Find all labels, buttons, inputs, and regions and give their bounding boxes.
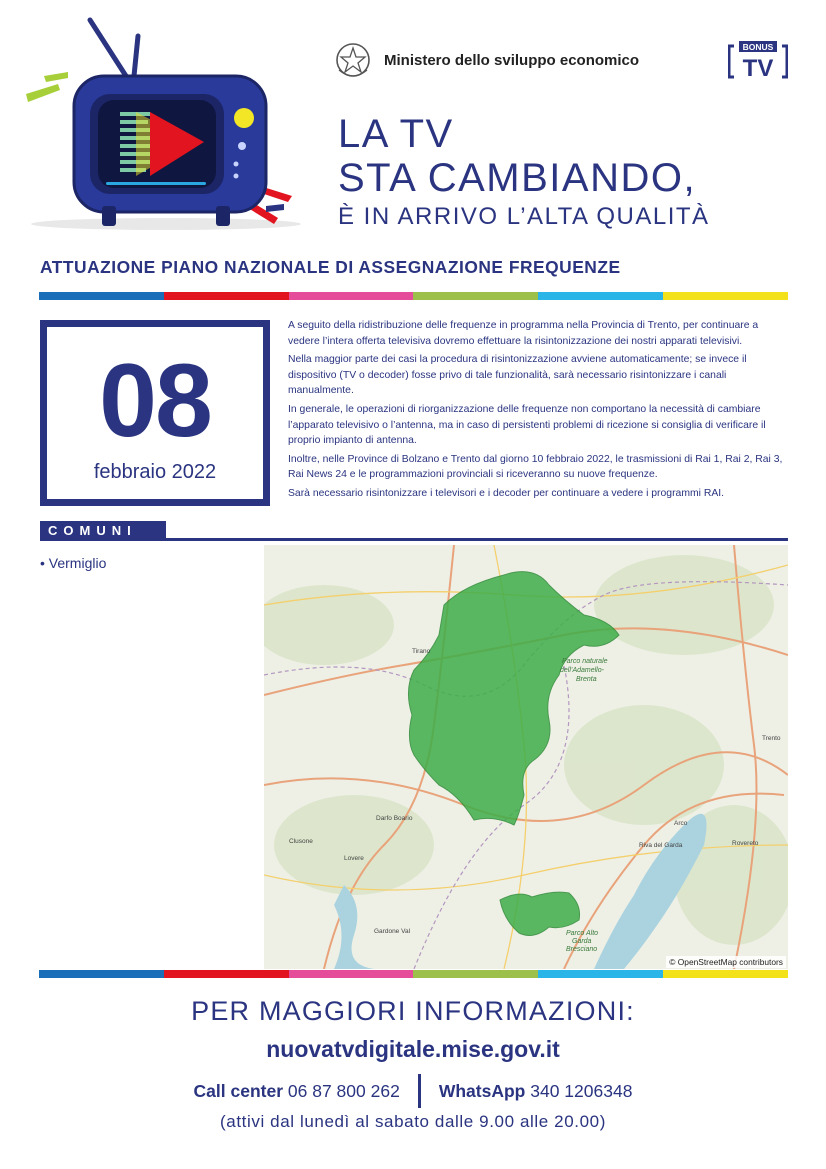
more-info-title: PER MAGGIORI INFORMAZIONI: <box>191 996 635 1026</box>
map-label-city: Gardone Val <box>374 928 411 935</box>
service-hours: (attivi dal lunedì al sabato dalle 9.00 alle 20.00) <box>220 1112 606 1131</box>
call-center-number[interactable]: 06 87 800 262 <box>287 1080 400 1101</box>
stripe-segment <box>39 292 164 300</box>
call-center-label: Call center <box>193 1080 284 1101</box>
map-label-park: Brenta <box>576 676 597 683</box>
color-stripe-bottom <box>39 970 788 978</box>
info-paragraph: Inoltre, nelle Province di Bolzano e Trento dal giorno 10 febbraio 2022, le trasmissioni di Rai 1, Rai 2, Rai 3, Rai News 24 e le programmazioni provinciali si riceveranno su nuove frequenze. <box>288 453 783 481</box>
headline-line-3: È IN ARRIVO L’ALTA QUALITÀ <box>338 203 710 230</box>
map-label-park: Parco Alto <box>566 930 599 937</box>
info-paragraph: A seguito della ridistribuzione delle frequenze in programma nella Provincia di Trento, per continuare a vedere l’intera offerta televisiva dovremo effettuare la risintonizzazione dei nostri apparati televisivi. <box>288 320 759 347</box>
stripe-segment <box>663 970 788 978</box>
stripe-segment <box>538 970 663 978</box>
color-stripe-top <box>39 292 788 300</box>
stripe-segment <box>164 970 289 978</box>
map-label-city: Riva del Garda <box>639 842 683 849</box>
coverage-map <box>264 545 788 969</box>
map-label-city: Trento <box>762 735 781 742</box>
date-month-year: febbraio 2022 <box>93 461 217 483</box>
map-label-city: Darfo Boario <box>376 815 413 822</box>
map-label-park: Parco naturale <box>562 658 608 665</box>
map-attribution: © OpenStreetMap contributors <box>666 956 786 968</box>
bonus-logo-top-text: BONUS <box>742 42 774 52</box>
info-website-link[interactable]: nuovatvdigitale.mise.gov.it <box>266 1036 560 1062</box>
stripe-segment <box>413 970 538 978</box>
whatsapp-number[interactable]: 340 1206348 <box>530 1080 633 1101</box>
stripe-segment <box>39 970 164 978</box>
italian-emblem-icon <box>334 40 372 80</box>
map-label-city: Clusone <box>289 838 313 845</box>
headline <box>338 112 808 234</box>
tv-illustration <box>16 14 306 234</box>
map-label-city: Lovere <box>344 855 364 862</box>
info-paragraph: In generale, le operazioni di riorganizzazione delle frequenze non comportano la necessità di cambiare l’apparato televisivo o l’antenna, ma in caso di persistenti problemi di ricezione si consiglia di verificare il proprio impianto di antenna. <box>288 403 766 447</box>
stripe-segment <box>289 970 414 978</box>
info-text <box>288 318 790 505</box>
stripe-segment <box>413 292 538 300</box>
comune-list-item: • Vermiglio <box>40 555 107 571</box>
info-paragraph: Nella maggior parte dei casi la procedura di risintonizzazione avviene automaticamente; se invece il dispositivo (TV o decoder) fosse privo di tale funzionalità, sarà necessario risintonizzare i canali manualmente. <box>288 354 747 397</box>
bonus-tv-logo <box>728 40 788 80</box>
map-label-park: Bresciano <box>566 946 598 953</box>
map-label-park: dell’Adamello- <box>560 667 604 674</box>
date-box <box>40 320 270 506</box>
contacts-separator <box>418 1074 421 1108</box>
info-paragraph: Sarà necessario risintonizzare i televisori e i decoder per continuare a vedere i programmi RAI. <box>288 487 725 499</box>
headline-line-2: STA CAMBIANDO, <box>338 156 697 200</box>
ministry-name: Ministero dello sviluppo economico <box>384 51 640 69</box>
stripe-segment <box>663 292 788 300</box>
date-day: 08 <box>99 343 211 459</box>
bonus-logo-main-text: TV <box>742 55 774 80</box>
stripe-segment <box>289 292 414 300</box>
contacts-row <box>0 1074 826 1108</box>
map-label-park: Garda <box>572 938 592 945</box>
map-label-city: Tirano <box>412 648 431 655</box>
whatsapp-label: WhatsApp <box>438 1080 526 1101</box>
map-label-city: Rovereto <box>732 840 759 847</box>
stripe-segment <box>538 292 663 300</box>
comuni-label: COMUNI <box>40 521 166 541</box>
headline-line-1: LA TV <box>338 112 454 156</box>
ministry-brand <box>334 38 639 82</box>
plan-title: ATTUAZIONE PIANO NAZIONALE DI ASSEGNAZIONE FREQUENZE <box>40 257 621 277</box>
stripe-segment <box>164 292 289 300</box>
map-label-city: Arco <box>674 820 688 827</box>
